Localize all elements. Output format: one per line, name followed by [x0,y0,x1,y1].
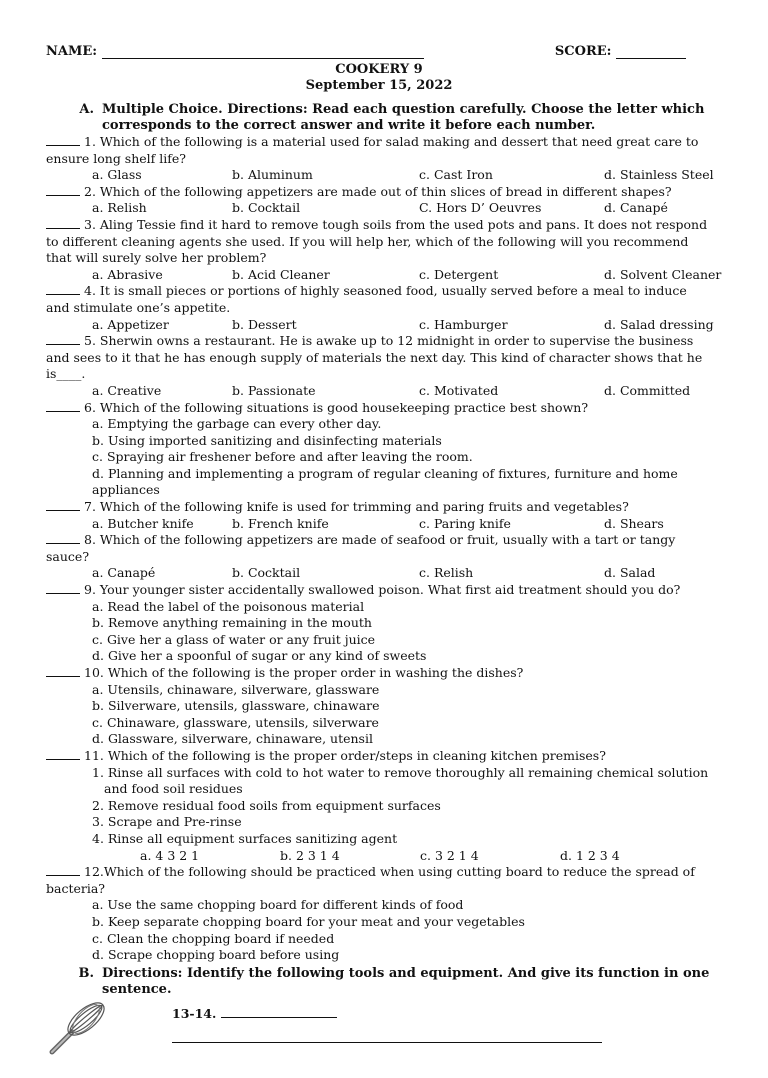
option: d. Planning and implementing a program of regular cleaning of fixtures, furniture and home appliances [92,465,678,498]
option: c. Cast Iron [419,167,493,183]
score-label: SCORE: [554,44,612,59]
option: d. Salad [604,565,656,581]
option-row [46,565,712,582]
question-text: 3. Aling Tessie find it hard to remove tough soils from the used pots and pans. It does not respond to different cleaning agents she used. If you will help her, which of the following will you recommend that will surely solve her problem? [46,216,708,266]
option: a. Emptying the garbage can every other day. [92,416,382,432]
option: a. Use the same chopping board for different kinds of food [92,897,464,913]
option: b. Dessert [232,316,297,332]
answer-blank[interactable] [46,532,80,544]
option: a. Glass [92,167,142,183]
option: c. Relish [419,565,474,581]
option: a. Appetizer [92,316,169,332]
option: b. Acid Cleaner [232,266,330,282]
question-text: 10. Which of the following is the proper order in washing the dishes? [84,665,524,680]
question-text: 11. Which of the following is the proper order/steps in cleaning kitchen premises? [84,747,606,763]
option: a. Butcher knife [92,515,194,531]
option: c. Give her a glass of water or any fruit juice [92,631,376,647]
option: a. 4 3 2 1 [140,847,200,863]
option: d. Solvent Cleaner [604,266,722,282]
whisk-icon [46,1000,110,1056]
option: a. Creative [92,382,162,398]
question-stem [46,217,712,267]
option: d. Glassware, silverware, chinaware, utensil [92,731,373,747]
answer-blank[interactable] [46,499,80,511]
question-stem [46,748,712,765]
option: d. 1 2 3 4 [560,847,620,863]
option-row [46,266,722,284]
option: b. Aluminum [232,167,313,183]
option: d. Shears [604,515,664,531]
option-row [46,848,712,865]
question-stem [46,582,712,599]
function-answer-line[interactable] [172,1042,602,1043]
question-3 [46,216,722,283]
option: c. Motivated [419,382,499,398]
part-b-directions [46,966,712,998]
option: a. Canapé [92,565,156,581]
question-stem [46,134,712,167]
score-blank[interactable] [616,58,686,59]
option: a. Read the label of the poisonous material [92,598,365,614]
question-stem [46,283,712,316]
question-6 [46,400,712,500]
question-text: 12.Which of the following should be practiced when using cutting board to reduce the spread of bacteria? [46,864,695,896]
question-stem [46,499,712,516]
question-text: 1. Which of the following is a material used for salad making and dessert that need great care to ensure long shelf life? [46,134,699,166]
option: c. Clean the chopping board if needed [92,930,335,946]
option: a. Utensils, chinaware, silverware, glassware [92,681,380,697]
question-2 [46,184,712,217]
answer-blank[interactable] [46,400,80,412]
option: b. French knife [232,515,329,531]
option: c. Paring knife [419,515,511,531]
question-text: 4. It is small pieces or portions of highly seasoned food, usually served before a meal to induce and stimulate one’s appetite. [46,283,687,315]
answer-blank[interactable] [46,134,80,146]
option: b. Keep separate chopping board for your meat and your vegetables [92,913,525,929]
option: b. Silverware, utensils, glassware, chinaware [92,698,380,714]
question-step: 1. Rinse all surfaces with cold to hot water to remove thoroughly all remaining chemical solution and food soil residues [92,764,709,797]
answer-blank[interactable] [46,333,80,345]
answer-blank[interactable] [46,217,80,229]
subject-title: COOKERY 9 [335,62,423,77]
score-field[interactable] [555,44,686,62]
question-10 [46,665,712,748]
question-step: 3. Scrape and Pre-rinse [92,814,242,830]
answer-blank[interactable] [46,184,80,196]
question-text: 7. Which of the following knife is used for trimming and paring fruits and vegetables? [84,499,629,515]
option: d. Committed [604,382,691,398]
option: c. 3 2 1 4 [420,847,479,863]
question-stem [46,532,712,565]
option: b. Cocktail [232,565,301,581]
answer-blank[interactable] [46,665,80,677]
part-b-letter: B. [78,965,94,981]
question-stem [46,333,712,383]
option: b. 2 3 1 4 [280,847,340,863]
question-text: 6. Which of the following situations is good housekeeping practice best shown? [84,399,589,415]
option: d. Scrape chopping board before using [92,947,340,963]
question-text: 2. Which of the following appetizers are made out of thin slices of bread in different shapes? [84,183,672,199]
part-a-letter: A. [79,102,94,117]
answer-blank[interactable] [46,582,80,594]
question-list [46,134,722,964]
question-stem [46,665,712,682]
question-4 [46,283,712,333]
option: c. Spraying air freshener before and after leaving the room. [92,449,473,465]
header-row [46,44,712,62]
part-a-directions-text: Multiple Choice. Directions: Read each question carefully. Choose the letter which corresponds to the correct answer and write it before each number. [102,102,705,133]
item-13-14-blank[interactable] [221,1017,337,1018]
answer-blank[interactable] [46,864,80,876]
name-blank[interactable] [102,58,424,59]
question-5 [46,333,712,399]
question-7 [46,499,712,532]
option: d. Canapé [604,200,668,216]
question-8 [46,532,712,582]
option: c. Hamburger [419,316,508,332]
option-row [46,317,712,334]
question-12 [46,864,712,964]
quiz-date: September 15, 2022 [305,78,453,93]
question-text: 9. Your younger sister accidentally swallowed poison. What first aid treatment should you do? [84,582,681,598]
option-row [46,167,712,184]
option: b. Using imported sanitizing and disinfecting materials [92,432,442,448]
option: a. Relish [92,200,147,216]
option: C. Hors D’ Oeuvres [419,200,542,216]
option: d. Stainless Steel [604,167,714,183]
question-stem [46,400,712,417]
part-b-item [46,998,712,1078]
option: b. Remove anything remaining in the mouth [92,615,372,631]
question-stem [46,184,712,201]
part-b-directions-text: Directions: Identify the following tools and equipment. And give its function in one sentence. [102,965,710,997]
part-a-directions [46,102,712,134]
answer-blank[interactable] [46,748,80,760]
option: c. Detergent [419,266,499,282]
option-row [46,200,712,217]
option: b. Cocktail [232,200,301,216]
question-text: 5. Sherwin owns a restaurant. He is awake up to 12 midnight in order to supervise the business and sees to it that he has enough supply of materials the next day. This kind of character shows that he is____. [46,333,703,382]
question-stem [46,864,712,897]
option-row [46,383,712,400]
name-label: NAME: [46,44,98,59]
option-row [46,516,712,533]
option: b. Passionate [232,382,316,398]
question-text: 8. Which of the following appetizers are made of seafood or fruit, usually with a tart or tangy sauce? [46,532,676,564]
option: d. Give her a spoonful of sugar or any kind of sweets [92,648,427,664]
option: a. Abrasive [92,266,163,282]
question-11 [46,748,712,864]
option: c. Chinaware, glassware, utensils, silverware [92,714,379,730]
item-13-14-label: 13-14. [172,1005,217,1021]
quiz-page [46,44,722,1078]
question-1 [46,134,712,184]
item-13-14[interactable] [172,1006,337,1021]
question-step: 2. Remove residual food soils from equipment surfaces [92,797,441,813]
question-step: 4. Rinse all equipment surfaces sanitizing agent [92,830,398,846]
option: d. Salad dressing [604,316,714,332]
answer-blank[interactable] [46,283,80,295]
question-9 [46,582,712,665]
name-field[interactable] [46,44,424,62]
